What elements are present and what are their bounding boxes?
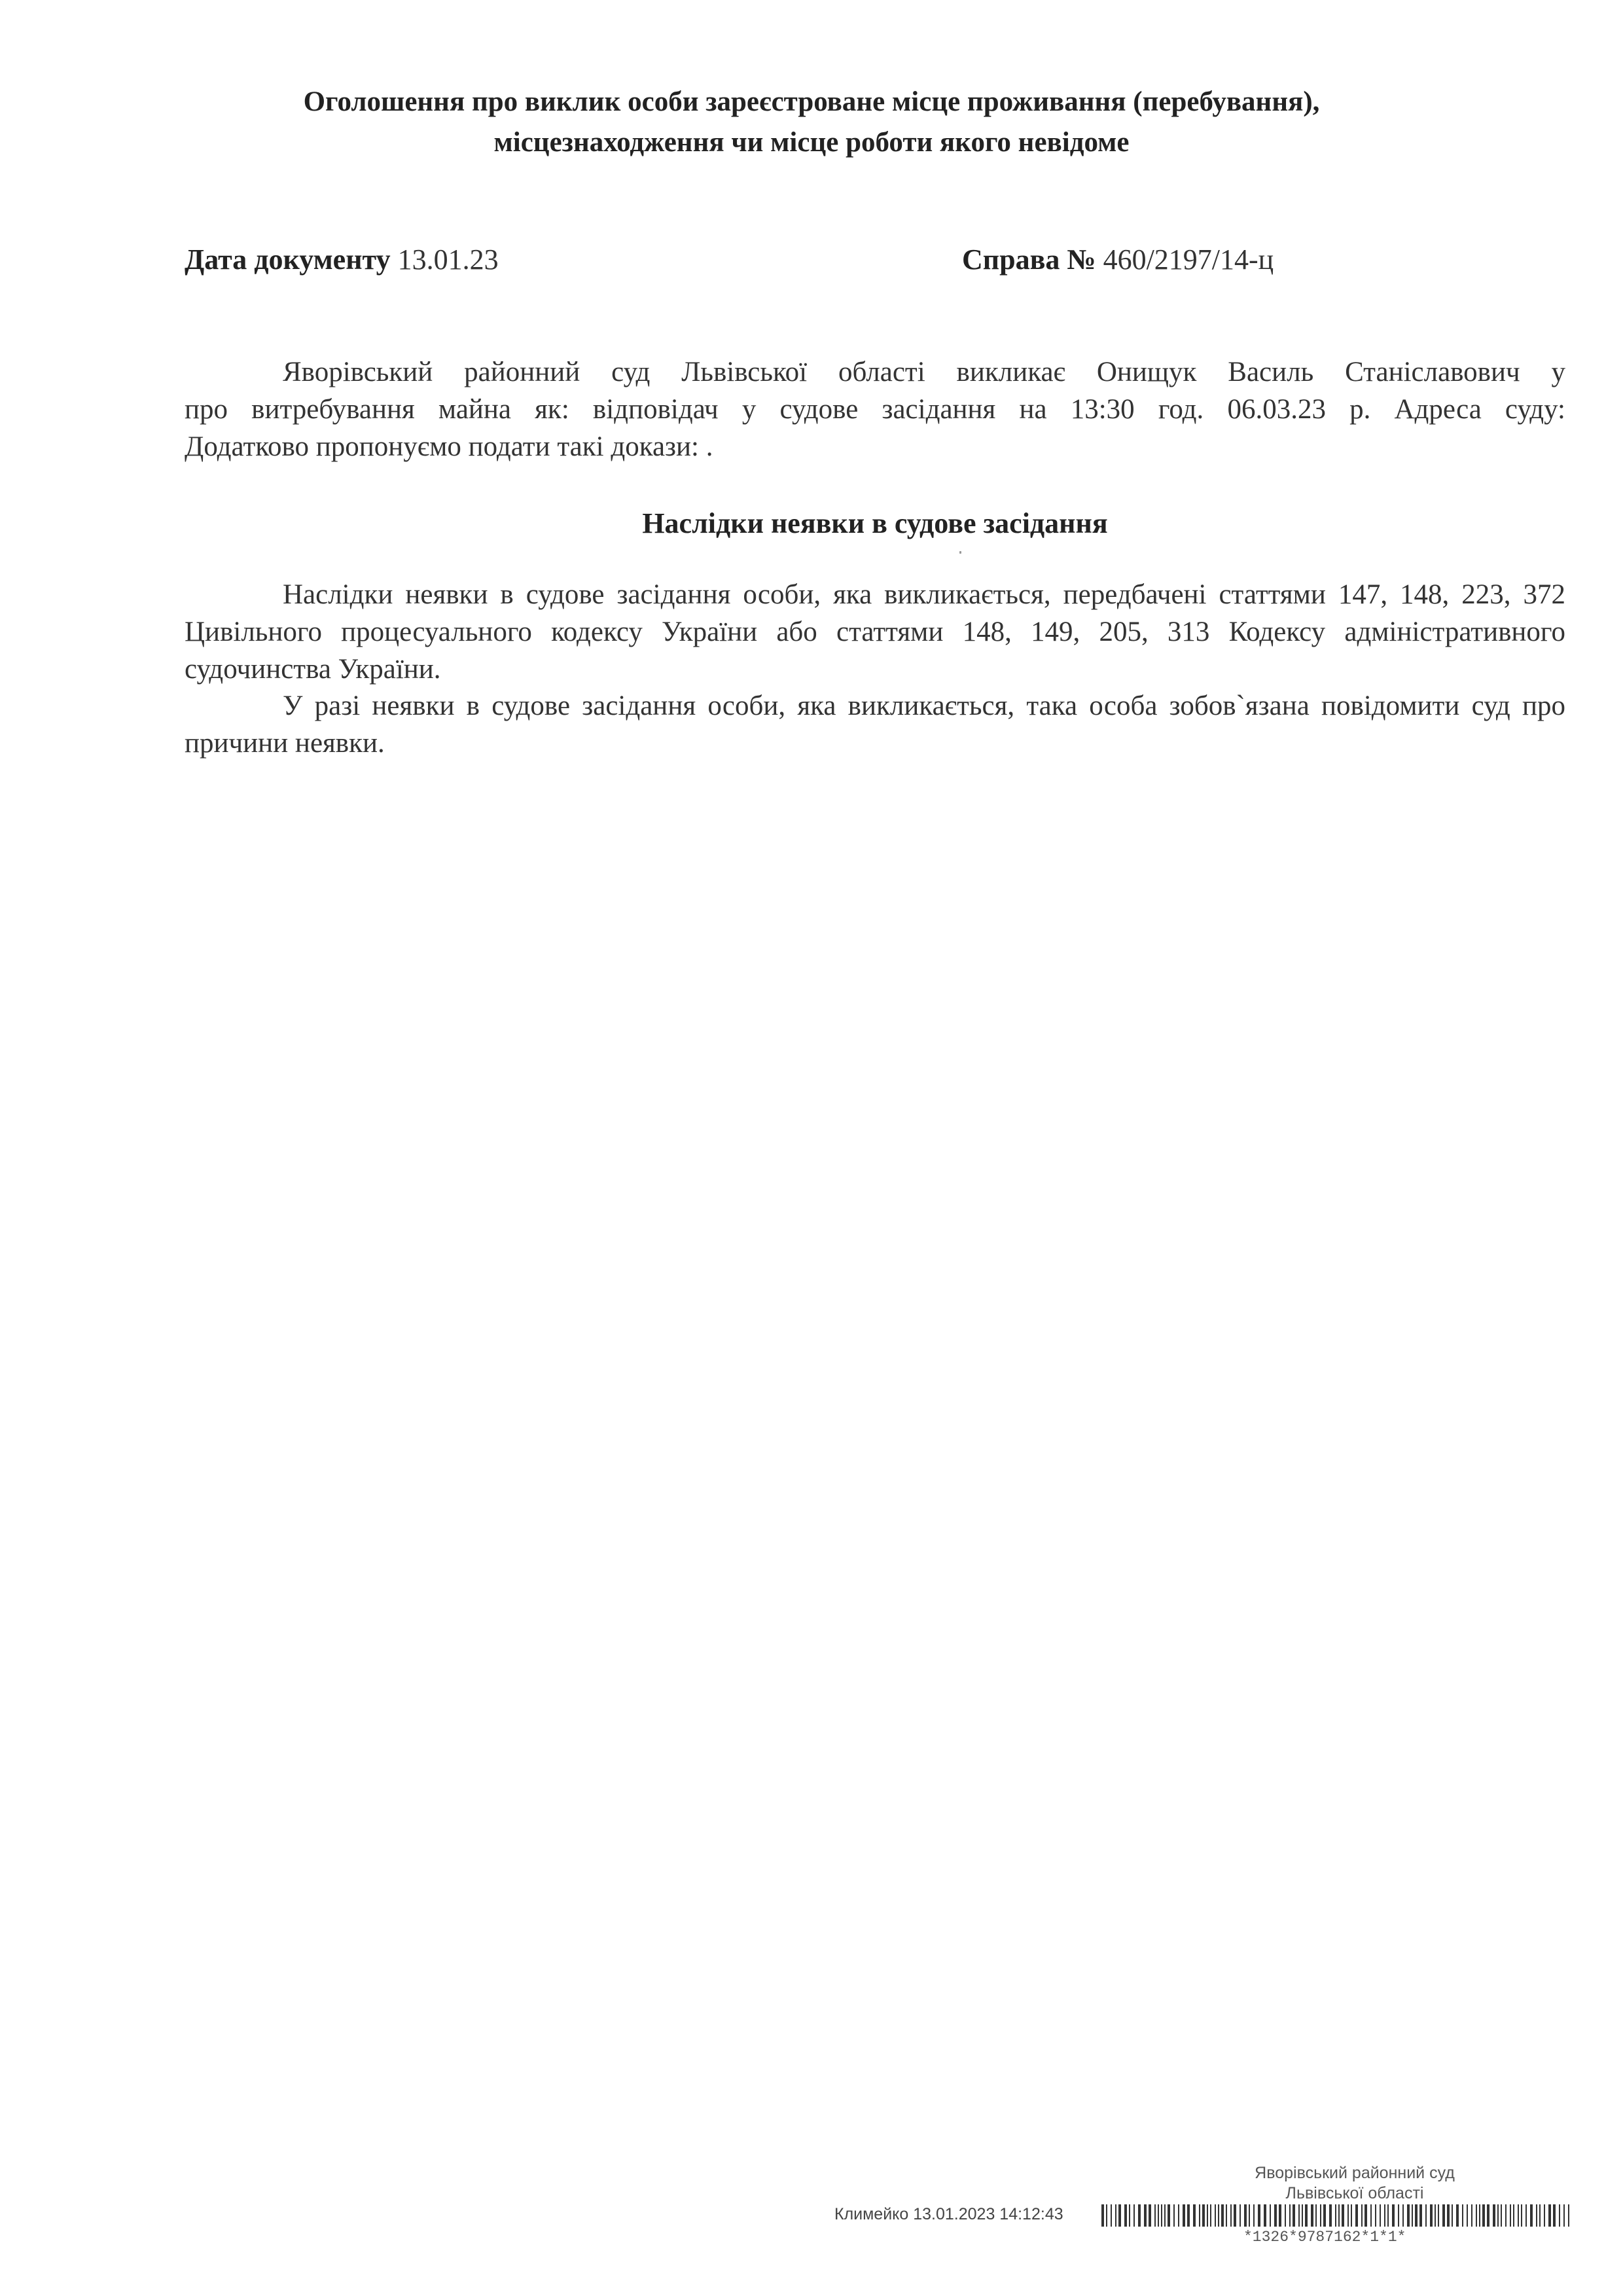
footer-court-name: Яворівський районний суд xyxy=(1255,2164,1455,2182)
barcode-number: *1326*9787162*1*1* xyxy=(1243,2229,1406,2246)
obligation-paragraph: У разі неявки в судове засідання особи, яка викликається, така особа зобов`язана повідомити суд про причини неявки. xyxy=(185,691,1565,759)
signer-timestamp: Климейко 13.01.2023 14:12:43 xyxy=(834,2205,1063,2223)
consequences-heading: Наслідки неявки в судове засідання xyxy=(642,507,1108,539)
consequences-paragraph: Наслідки неявки в судове засідання особи, яка викликається, передбачені статтями 147, 148, 223, 372 Цивільного процесуального кодексу України або статтями 148, 149, 205, 313 Кодексу адміністративного судочинства України. xyxy=(185,579,1565,685)
summons-paragraph xyxy=(185,353,1565,465)
summons-line-2: про витребування майна як: відповідач у судове засідання на 13:30 год. 06.03.23 р. Адреса суду: xyxy=(185,394,1565,425)
barcode-graphic xyxy=(1101,2204,1573,2227)
case-number xyxy=(962,237,1274,283)
document-title xyxy=(216,82,1407,163)
date-value: 13.01.23 xyxy=(397,243,499,276)
title-line-1: Оголошення про виклик особи зареєстроване місце проживання (перебування), xyxy=(303,86,1320,117)
summons-line-3: Додатково пропонуємо подати такі докази: . xyxy=(185,431,713,462)
title-line-2: місцезнаходження чи місце роботи якого невідоме xyxy=(493,127,1130,158)
scan-speck xyxy=(959,551,961,554)
footer-court-stamp xyxy=(1126,2163,1584,2204)
document-meta xyxy=(185,237,1572,283)
case-value: 460/2197/14-ц xyxy=(1103,243,1274,276)
case-label: Справа № xyxy=(962,243,1096,276)
summons-line-1: Яворівський районний суд Львівської області викликає Онищук Василь Станіславович у xyxy=(283,357,1565,387)
footer-court-region: Львівської області xyxy=(1285,2184,1424,2202)
date-label: Дата документу xyxy=(185,243,391,276)
document-date xyxy=(185,237,499,283)
barcode-bars xyxy=(1101,2204,1573,2227)
